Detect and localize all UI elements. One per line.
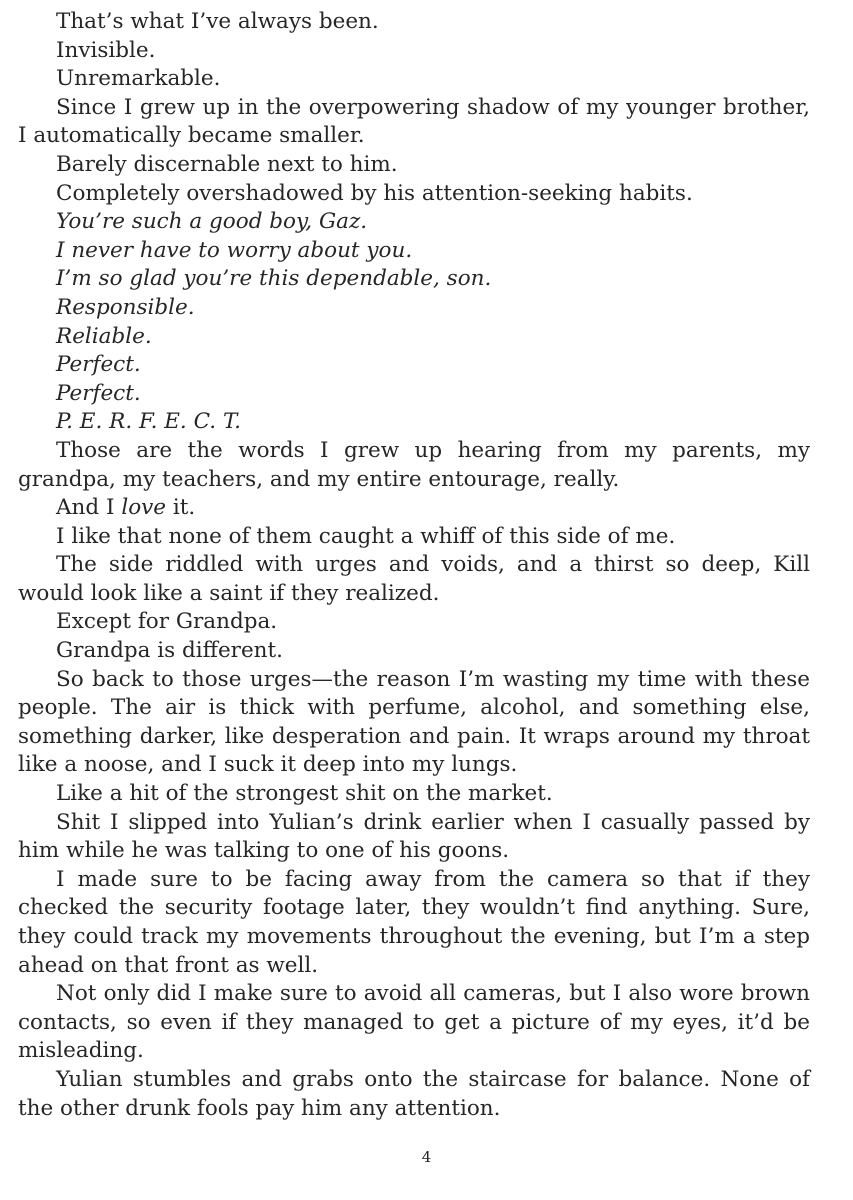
text-run: And I	[56, 495, 122, 521]
paragraph: I made sure to be facing away from the camera so that if they checked the security footage later, they wouldn’t find anything. Sure, they could track my movements throughout the evening, but I’m a step ahead on that front as well.	[18, 866, 810, 978]
paragraph: I like that none of them caught a whiff of this side of me.	[56, 523, 676, 549]
paragraph: Those are the words I grew up hearing from my parents, my grandpa, my teachers, and my entire entourage, really.	[18, 437, 810, 492]
italic-paragraph: Perfect.	[56, 380, 141, 406]
paragraph: Completely overshadowed by his attention-seeking habits.	[56, 180, 693, 206]
page-number: 4	[421, 1148, 432, 1166]
italic-paragraph: I’m so glad you’re this dependable, son.	[56, 266, 492, 292]
emphasis: love	[121, 495, 167, 521]
paragraph: Like a hit of the strongest shit on the market.	[56, 781, 553, 807]
italic-paragraph: You’re such a good boy, Gaz.	[56, 209, 368, 235]
paragraph: Except for Grandpa.	[56, 609, 278, 635]
paragraph	[18, 494, 810, 523]
paragraph: The side riddled with urges and voids, and a thirst so deep, Kill would look like a saint if they realized.	[18, 552, 810, 606]
paragraph: Not only did I make sure to avoid all cameras, but I also wore brown contacts, so even if they managed to get a picture of my eyes, it’d be misleading.	[18, 981, 810, 1064]
paragraph: Since I grew up in the overpowering shadow of my younger brother, I automatically became smaller.	[18, 94, 810, 149]
paragraph: Yulian stumbles and grabs onto the staircase for balance. None of the other drunk fools pay him any attention.	[18, 1066, 810, 1121]
italic-paragraph: Perfect.	[56, 352, 141, 378]
italic-paragraph: P. E. R. F. E. C. T.	[56, 409, 241, 435]
italic-paragraph: I never have to worry about you.	[56, 237, 413, 263]
italic-paragraph: Responsible.	[56, 294, 195, 320]
paragraph: So back to those urges—the reason I’m wasting my time with these people. The air is thick with perfume, alcohol, and something else, something darker, like desperation and pain. It wraps around my throat like a noose, and I suck it deep into my lungs.	[18, 666, 810, 778]
paragraph: Unremarkable.	[56, 66, 221, 92]
italic-paragraph: Reliable.	[56, 323, 152, 349]
paragraph: That’s what I’ve always been.	[56, 9, 379, 34]
paragraph: Shit I slipped into Yulian’s drink earlier when I casually passed by him while he was talking to one of his goons.	[18, 809, 810, 864]
text-run: it.	[166, 495, 196, 521]
page-body	[18, 8, 810, 1123]
paragraph: Grandpa is different.	[56, 638, 283, 664]
paragraph: Invisible.	[56, 37, 156, 63]
paragraph: Barely discernable next to him.	[56, 151, 398, 177]
